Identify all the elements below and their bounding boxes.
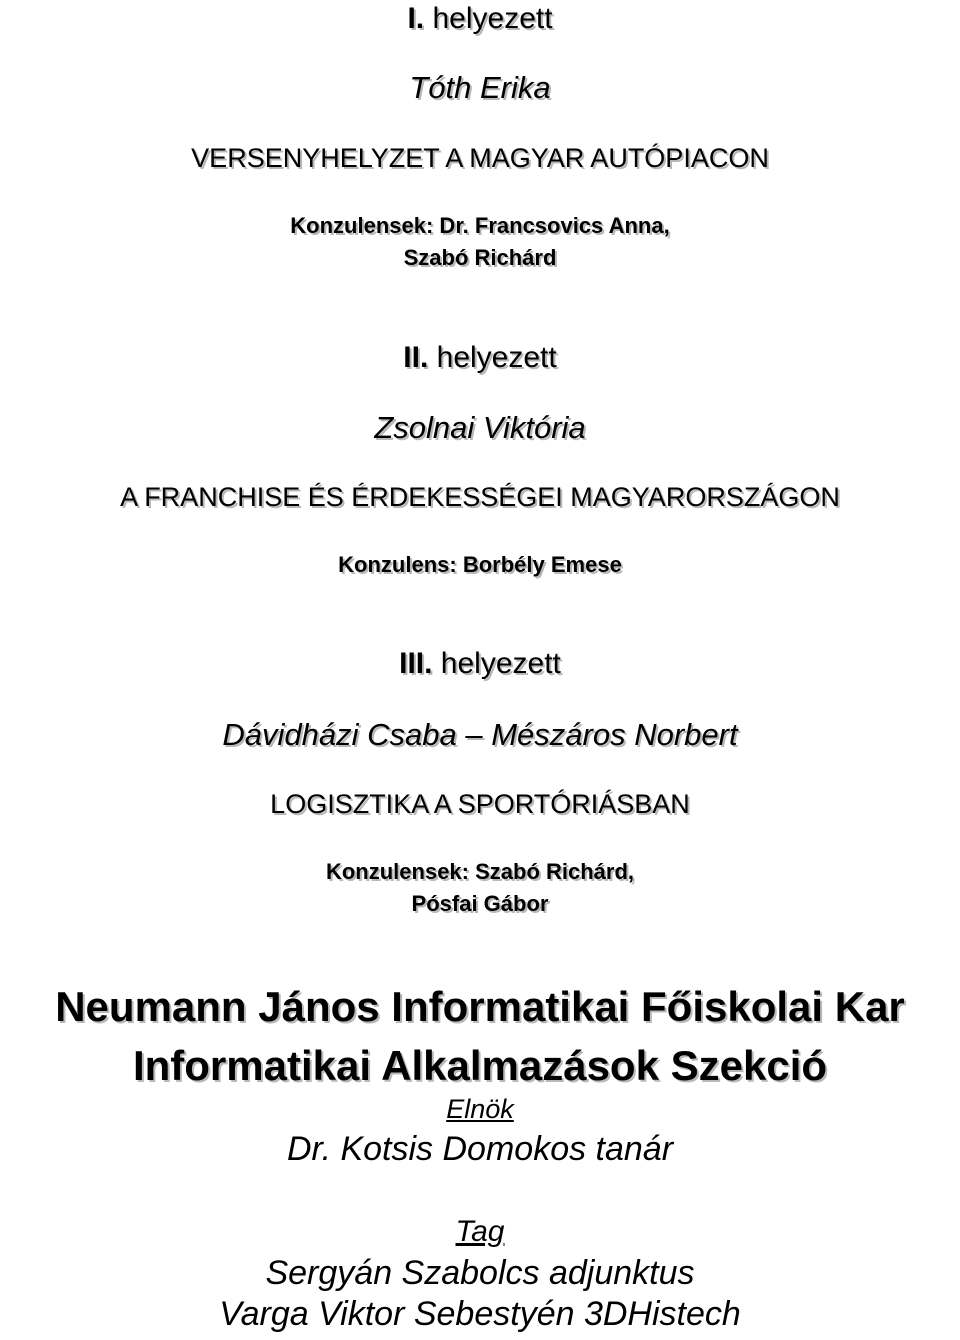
place-1-student: Tóth Erika <box>409 70 551 105</box>
place-3-heading <box>0 649 960 679</box>
place-1-numeral: I. <box>407 2 425 35</box>
chair-name: Dr. Kotsis Domokos tanár <box>286 1130 674 1168</box>
place-2-consultants-line1: Konzulens: Borbély Emese <box>338 552 622 577</box>
place-2-student: Zsolnai Viktória <box>374 410 586 445</box>
place-1-label: helyezett <box>432 2 553 35</box>
place-2-label: helyezett <box>436 341 557 374</box>
place-1-heading <box>0 4 960 34</box>
member-label: Tag <box>455 1215 505 1248</box>
place-1-consultants-line1: Konzulensek: Dr. Francsovics Anna, <box>290 213 670 238</box>
member-2-name: Varga Viktor Sebestyén 3DHistech <box>219 1295 741 1333</box>
place-3-consultants-line1: Konzulensek: Szabó Richárd, <box>325 859 635 884</box>
place-1-title: VERSENYHELYZET A MAGYAR AUTÓPIACON <box>191 143 769 173</box>
place-1-consultants-line2: Szabó Richárd <box>403 245 557 270</box>
section-name: Informatikai Alkalmazások Szekció <box>132 1042 828 1089</box>
chair-label: Elnök <box>446 1094 514 1124</box>
place-2-numeral: II. <box>403 341 429 374</box>
place-3-consultants-line2: Pósfai Gábor <box>411 891 549 916</box>
faculty-name: Neumann János Informatikai Főiskolai Kar <box>55 983 905 1030</box>
member-1-name: Sergyán Szabolcs adjunktus <box>265 1254 695 1292</box>
place-3-title: LOGISZTIKA A SPORTÓRIÁSBAN <box>270 789 690 819</box>
place-2-title: A FRANCHISE ÉS ÉRDEKESSÉGEI MAGYARORSZÁGON <box>120 482 840 512</box>
place-2-heading <box>0 343 960 373</box>
place-3-student: Dávidházi Csaba – Mészáros Norbert <box>222 717 738 752</box>
place-3-numeral: III. <box>399 647 433 680</box>
place-3-label: helyezett <box>440 647 561 680</box>
